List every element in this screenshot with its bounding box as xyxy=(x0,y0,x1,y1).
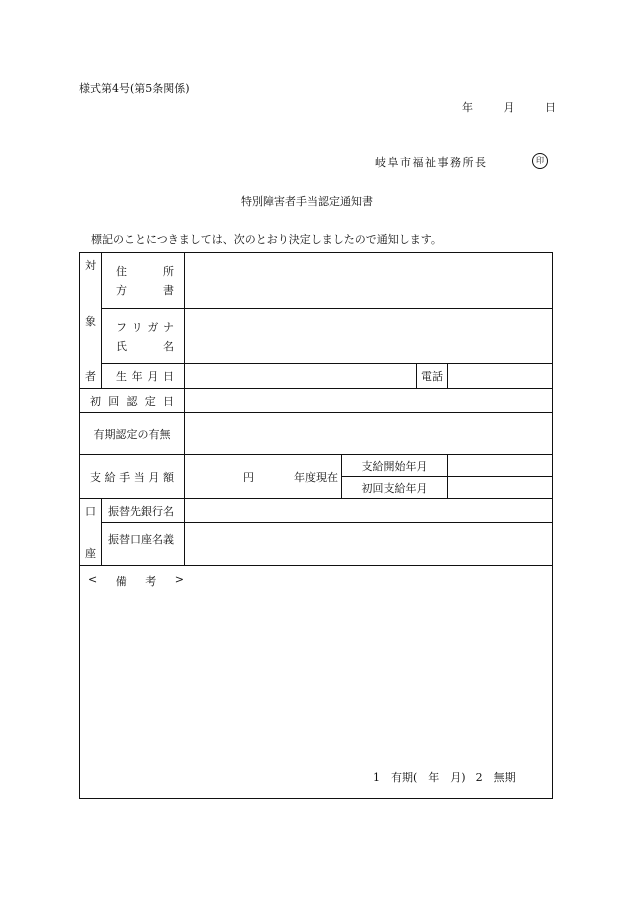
bank-name-label: 振替先銀行名 xyxy=(102,499,185,523)
as-of-fiscal-year: 年度現在 xyxy=(294,470,338,484)
first-cert-char-3: 認 xyxy=(126,394,138,408)
birthdate-label xyxy=(102,363,185,388)
first-cert-char-1: 初 xyxy=(90,394,101,408)
remarks-bracket-close: > xyxy=(174,573,184,586)
seal-mark: 印 xyxy=(532,153,548,169)
address-detail-char-1: 方 xyxy=(116,284,127,298)
document-title: 特別障害者手当認定通知書 xyxy=(241,195,373,208)
subject-char-1: 対 xyxy=(85,259,96,272)
account-group-label xyxy=(80,499,102,566)
first-payment-field[interactable] xyxy=(448,477,553,499)
address-label xyxy=(102,253,185,309)
intro-text: 標記のことにつきましては、次のとおり決定しましたので通知します。 xyxy=(91,233,442,246)
subject-group-label xyxy=(80,253,102,389)
address-char-2: 所 xyxy=(163,265,174,279)
remarks-char-1: 備 xyxy=(115,575,127,588)
notification-form-table xyxy=(79,252,553,799)
monthly-amount-label xyxy=(80,455,185,499)
amount-char-2: 給 xyxy=(104,470,116,484)
date-month-label: 月 xyxy=(503,101,515,114)
name-char-1: 氏 xyxy=(116,339,127,353)
first-cert-char-4: 定 xyxy=(144,394,156,408)
birthdate-char-1: 生 xyxy=(116,369,127,383)
remarks-bracket-open: < xyxy=(88,573,98,586)
amount-char-5: 月 xyxy=(148,470,160,484)
birthdate-char-2: 年 xyxy=(131,369,143,383)
amount-char-1: 支 xyxy=(90,470,101,484)
account-char-2: 座 xyxy=(85,547,96,560)
term-exists-field[interactable] xyxy=(185,413,553,455)
first-certification-label xyxy=(80,389,185,413)
birthdate-field[interactable] xyxy=(185,363,417,388)
yen-unit: 円 xyxy=(243,470,254,484)
first-cert-char-5: 日 xyxy=(163,394,174,408)
term-none-option: 2 無期 xyxy=(475,771,516,784)
subject-char-2: 象 xyxy=(85,314,96,328)
address-detail-char-2: 書 xyxy=(163,284,174,298)
furigana-char-1: フ xyxy=(116,320,127,334)
bank-name-field[interactable] xyxy=(185,499,553,523)
furigana-char-3: ガ xyxy=(147,320,159,334)
furigana-char-2: リ xyxy=(131,320,143,334)
payment-start-field[interactable] xyxy=(448,455,553,477)
date-year-label: 年 xyxy=(462,101,473,114)
account-holder-label: 振替口座名義 xyxy=(102,523,185,566)
name-char-2: 名 xyxy=(163,339,174,353)
amount-char-4: 当 xyxy=(133,470,145,484)
first-certification-field[interactable] xyxy=(185,389,553,413)
remarks-label xyxy=(88,573,184,589)
name-field[interactable] xyxy=(185,309,553,363)
subject-char-3: 者 xyxy=(85,370,96,383)
date-day-label: 日 xyxy=(545,101,556,114)
first-cert-char-2: 回 xyxy=(108,394,120,408)
remarks-char-2: 考 xyxy=(145,575,157,588)
monthly-amount-field[interactable] xyxy=(185,455,342,499)
payment-start-label: 支給開始年月 xyxy=(342,455,448,477)
phone-field[interactable] xyxy=(448,363,553,388)
term-exists-label: 有期認定の有無 xyxy=(80,413,185,455)
remarks-section[interactable] xyxy=(80,566,553,799)
address-field[interactable] xyxy=(185,253,553,309)
form-number: 様式第4号(第5条関係) xyxy=(79,82,190,95)
address-char-1: 住 xyxy=(116,265,127,279)
issue-date xyxy=(462,99,556,115)
account-char-1: 口 xyxy=(85,505,96,518)
term-fixed-option: 1 有期( 年 月) xyxy=(373,771,466,784)
phone-label: 電話 xyxy=(417,363,448,388)
account-holder-field[interactable] xyxy=(185,523,553,566)
first-payment-label: 初回支給年月 xyxy=(342,477,448,499)
furigana-char-4: ナ xyxy=(162,320,174,334)
term-options xyxy=(373,769,516,785)
birthdate-char-3: 月 xyxy=(147,369,159,383)
birthdate-char-4: 日 xyxy=(162,369,174,383)
name-label xyxy=(102,309,185,363)
issuer-name: 岐阜市福祉事務所長 xyxy=(375,156,488,169)
amount-char-3: 手 xyxy=(119,470,131,484)
amount-char-6: 額 xyxy=(162,470,174,484)
